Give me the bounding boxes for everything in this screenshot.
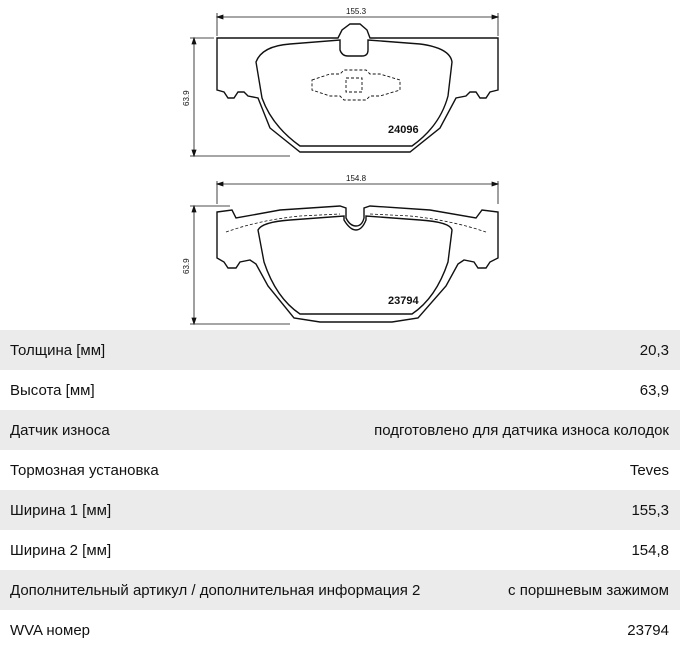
pad-2-height-dimension [190,206,290,324]
pad-1-height-dimension [190,38,290,156]
spec-row-height [0,370,680,410]
spec-label: Высота [мм] [10,381,95,399]
spec-value: 20,3 [639,341,669,359]
spec-value: 155,3 [631,501,669,519]
spec-row-wear-sensor [0,410,680,450]
spec-label: Датчик износа [10,421,110,439]
spec-label: Ширина 1 [мм] [10,501,112,519]
pad-1-drawing [182,7,498,156]
pad-2-width-label: 154.8 [346,174,367,183]
pad-1-friction-material [256,40,452,146]
pad-1-sensor-clip [312,70,400,100]
spec-value: 154,8 [631,541,669,559]
pad-2-code: 23794 [388,295,419,307]
spec-row-wva-number [0,610,680,650]
spec-label: Ширина 2 [мм] [10,541,112,559]
spec-label: Толщина [мм] [10,341,106,359]
spec-row-additional-info [0,570,680,610]
spec-label: Тормозная установка [10,461,159,479]
spec-value: 23794 [627,621,669,639]
pad-1-code: 24096 [388,124,419,136]
spec-label: Дополнительный артикул / дополнительная информация 2 [10,581,421,599]
spec-value: 63,9 [639,381,669,399]
specs-table [0,330,680,650]
pad-2-drawing [182,174,498,324]
spec-row-width-1 [0,490,680,530]
pad-1-backing-plate [217,24,498,152]
spec-value: подготовлено для датчика износа колодок [374,421,669,439]
pad-1-height-label: 63.9 [182,90,191,106]
spec-row-brake-system [0,450,680,490]
spec-row-width-2 [0,530,680,570]
spec-label: WVA номер [10,621,91,639]
spec-row-thickness [0,330,680,370]
pad-2-width-dimension [217,181,498,204]
spec-value: с поршневым зажимом [508,581,669,599]
pad-2-friction-material [258,216,452,314]
spec-value: Teves [629,461,669,479]
pad-2-height-label: 63.9 [182,258,191,274]
pad-1-width-label: 155.3 [346,7,367,16]
